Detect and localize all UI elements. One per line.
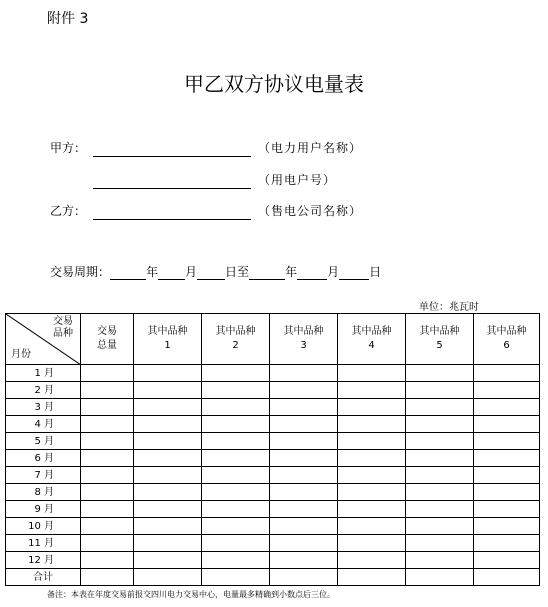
month-cell: 11 月 [6, 535, 81, 552]
month-cell: 2 月 [6, 382, 81, 399]
data-cell[interactable] [134, 399, 202, 416]
data-cell[interactable] [474, 433, 540, 450]
month-cell: 10 月 [6, 518, 81, 535]
table-row [6, 535, 540, 552]
party-a-label: 甲方： [50, 141, 87, 155]
data-cell[interactable] [474, 552, 540, 569]
data-cell[interactable] [134, 365, 202, 382]
variety-header-5: 其中品种 5 [406, 314, 474, 365]
data-cell[interactable] [202, 450, 270, 467]
data-cell[interactable] [338, 433, 406, 450]
data-cell[interactable] [406, 399, 474, 416]
data-cell[interactable] [81, 382, 134, 399]
month-cell: 5 月 [6, 433, 81, 450]
data-cell[interactable] [134, 467, 202, 484]
table-row [6, 416, 540, 433]
data-cell[interactable] [270, 552, 338, 569]
month-cell: 7 月 [6, 467, 81, 484]
data-cell[interactable] [270, 416, 338, 433]
party-a-field[interactable] [93, 138, 251, 157]
end-day-field[interactable] [339, 265, 369, 280]
remark-note: 备注：本表在年度交易前报交四川电力交易中心，电量最多精确到小数点后三位。 [47, 590, 335, 599]
data-cell[interactable] [406, 569, 474, 586]
data-cell[interactable] [338, 569, 406, 586]
data-cell[interactable] [202, 569, 270, 586]
data-cell[interactable] [81, 535, 134, 552]
party-b-label: 乙方： [50, 204, 87, 218]
data-cell[interactable] [81, 552, 134, 569]
data-cell[interactable] [474, 416, 540, 433]
month-cell: 8 月 [6, 484, 81, 501]
data-cell[interactable] [474, 399, 540, 416]
data-cell[interactable] [338, 501, 406, 518]
data-cell[interactable] [474, 535, 540, 552]
data-cell[interactable] [338, 399, 406, 416]
variety-header-1: 其中品种 1 [134, 314, 202, 365]
party-a-note: （电力用户名称） [258, 141, 363, 155]
data-cell[interactable] [406, 382, 474, 399]
table-row [6, 518, 540, 535]
table-row [6, 467, 540, 484]
data-cell[interactable] [134, 552, 202, 569]
data-cell[interactable] [134, 501, 202, 518]
data-cell[interactable] [270, 433, 338, 450]
data-cell[interactable] [338, 535, 406, 552]
party-b-note: （售电公司名称） [258, 204, 363, 218]
start-day-field[interactable] [197, 265, 225, 280]
data-cell[interactable] [474, 484, 540, 501]
data-cell[interactable] [270, 467, 338, 484]
party-b-field[interactable] [93, 201, 251, 220]
table-body [6, 365, 540, 586]
data-cell[interactable] [81, 569, 134, 586]
data-cell[interactable] [134, 484, 202, 501]
data-cell[interactable] [474, 501, 540, 518]
data-cell[interactable] [202, 518, 270, 535]
account-number-field[interactable] [93, 170, 251, 189]
data-cell[interactable] [338, 484, 406, 501]
data-cell[interactable] [474, 518, 540, 535]
data-cell[interactable] [270, 450, 338, 467]
start-day-suffix: 日至 [225, 265, 250, 279]
data-cell[interactable] [81, 433, 134, 450]
start-month-field[interactable] [158, 265, 185, 280]
agreement-table [5, 313, 540, 586]
data-cell[interactable] [270, 484, 338, 501]
month-cell: 12 月 [6, 552, 81, 569]
diagonal-header-cell [6, 314, 81, 365]
table-row [6, 365, 540, 382]
table-row [6, 484, 540, 501]
data-cell[interactable] [338, 467, 406, 484]
data-cell[interactable] [134, 535, 202, 552]
data-cell[interactable] [202, 399, 270, 416]
unit-label: 单位：兆瓦时 [419, 302, 479, 313]
table-row [6, 399, 540, 416]
data-cell[interactable] [406, 518, 474, 535]
data-cell[interactable] [338, 450, 406, 467]
attachment-label: 附件 3 [47, 11, 89, 27]
month-cell: 9 月 [6, 501, 81, 518]
data-cell[interactable] [474, 382, 540, 399]
data-cell[interactable] [270, 365, 338, 382]
end-year-suffix: 年 [285, 265, 298, 279]
data-cell[interactable] [134, 416, 202, 433]
data-cell[interactable] [338, 382, 406, 399]
total-label-cell: 合计 [6, 569, 81, 586]
data-cell[interactable] [134, 569, 202, 586]
table-row [6, 501, 540, 518]
data-cell[interactable] [270, 399, 338, 416]
data-cell[interactable] [406, 467, 474, 484]
month-cell: 3 月 [6, 399, 81, 416]
data-cell[interactable] [406, 484, 474, 501]
month-cell: 6 月 [6, 450, 81, 467]
data-cell[interactable] [81, 416, 134, 433]
variety-header-4: 其中品种 4 [338, 314, 406, 365]
data-cell[interactable] [202, 365, 270, 382]
data-cell[interactable] [81, 518, 134, 535]
data-cell[interactable] [406, 365, 474, 382]
variety-header-2: 其中品种 2 [202, 314, 270, 365]
data-cell[interactable] [202, 484, 270, 501]
data-cell[interactable] [81, 399, 134, 416]
data-cell[interactable] [406, 450, 474, 467]
data-cell[interactable] [406, 535, 474, 552]
data-cell[interactable] [474, 365, 540, 382]
data-cell[interactable] [134, 382, 202, 399]
data-cell[interactable] [406, 433, 474, 450]
data-cell[interactable] [202, 467, 270, 484]
data-cell[interactable] [474, 569, 540, 586]
start-month-suffix: 月 [185, 265, 198, 279]
start-year-suffix: 年 [146, 265, 159, 279]
account-number-note: （用电户号） [258, 173, 337, 187]
data-cell[interactable] [81, 365, 134, 382]
data-cell[interactable] [270, 501, 338, 518]
data-cell[interactable] [270, 569, 338, 586]
variety-header-3: 其中品种 3 [270, 314, 338, 365]
data-cell[interactable] [270, 382, 338, 399]
table-row [6, 382, 540, 399]
data-cell[interactable] [81, 501, 134, 518]
data-cell[interactable] [202, 501, 270, 518]
data-cell[interactable] [338, 552, 406, 569]
diag-header-month: 月份 [11, 349, 31, 360]
table-row [6, 433, 540, 450]
month-cell: 1 月 [6, 365, 81, 382]
data-cell[interactable] [81, 484, 134, 501]
month-cell: 4 月 [6, 416, 81, 433]
data-cell[interactable] [134, 518, 202, 535]
data-cell[interactable] [338, 416, 406, 433]
data-cell[interactable] [202, 535, 270, 552]
data-cell[interactable] [406, 416, 474, 433]
end-month-suffix: 月 [327, 265, 340, 279]
data-cell[interactable] [474, 467, 540, 484]
data-cell[interactable] [202, 416, 270, 433]
trading-period-label: 交易周期： [50, 265, 111, 279]
total-volume-header: 交易 总量 [81, 314, 134, 365]
data-cell[interactable] [406, 501, 474, 518]
variety-header-6: 其中品种 6 [474, 314, 540, 365]
data-cell[interactable] [134, 450, 202, 467]
data-cell[interactable] [202, 552, 270, 569]
data-cell[interactable] [270, 518, 338, 535]
table-row [6, 552, 540, 569]
page-title: 甲乙双方协议电量表 [184, 72, 364, 96]
data-cell[interactable] [202, 382, 270, 399]
data-cell[interactable] [474, 450, 540, 467]
data-cell[interactable] [338, 365, 406, 382]
table-header-row [6, 314, 540, 365]
total-row [6, 569, 540, 586]
end-month-field[interactable] [297, 265, 327, 280]
start-year-field[interactable] [110, 265, 146, 280]
data-cell[interactable] [81, 467, 134, 484]
end-year-field[interactable] [249, 265, 285, 280]
data-cell[interactable] [406, 552, 474, 569]
data-cell[interactable] [338, 518, 406, 535]
diag-header-variety: 交易 品种 [53, 316, 73, 339]
data-cell[interactable] [202, 433, 270, 450]
trading-period [50, 263, 381, 280]
data-cell[interactable] [270, 535, 338, 552]
data-cell[interactable] [81, 450, 134, 467]
end-day-suffix: 日 [369, 265, 382, 279]
table-row [6, 450, 540, 467]
data-cell[interactable] [134, 433, 202, 450]
